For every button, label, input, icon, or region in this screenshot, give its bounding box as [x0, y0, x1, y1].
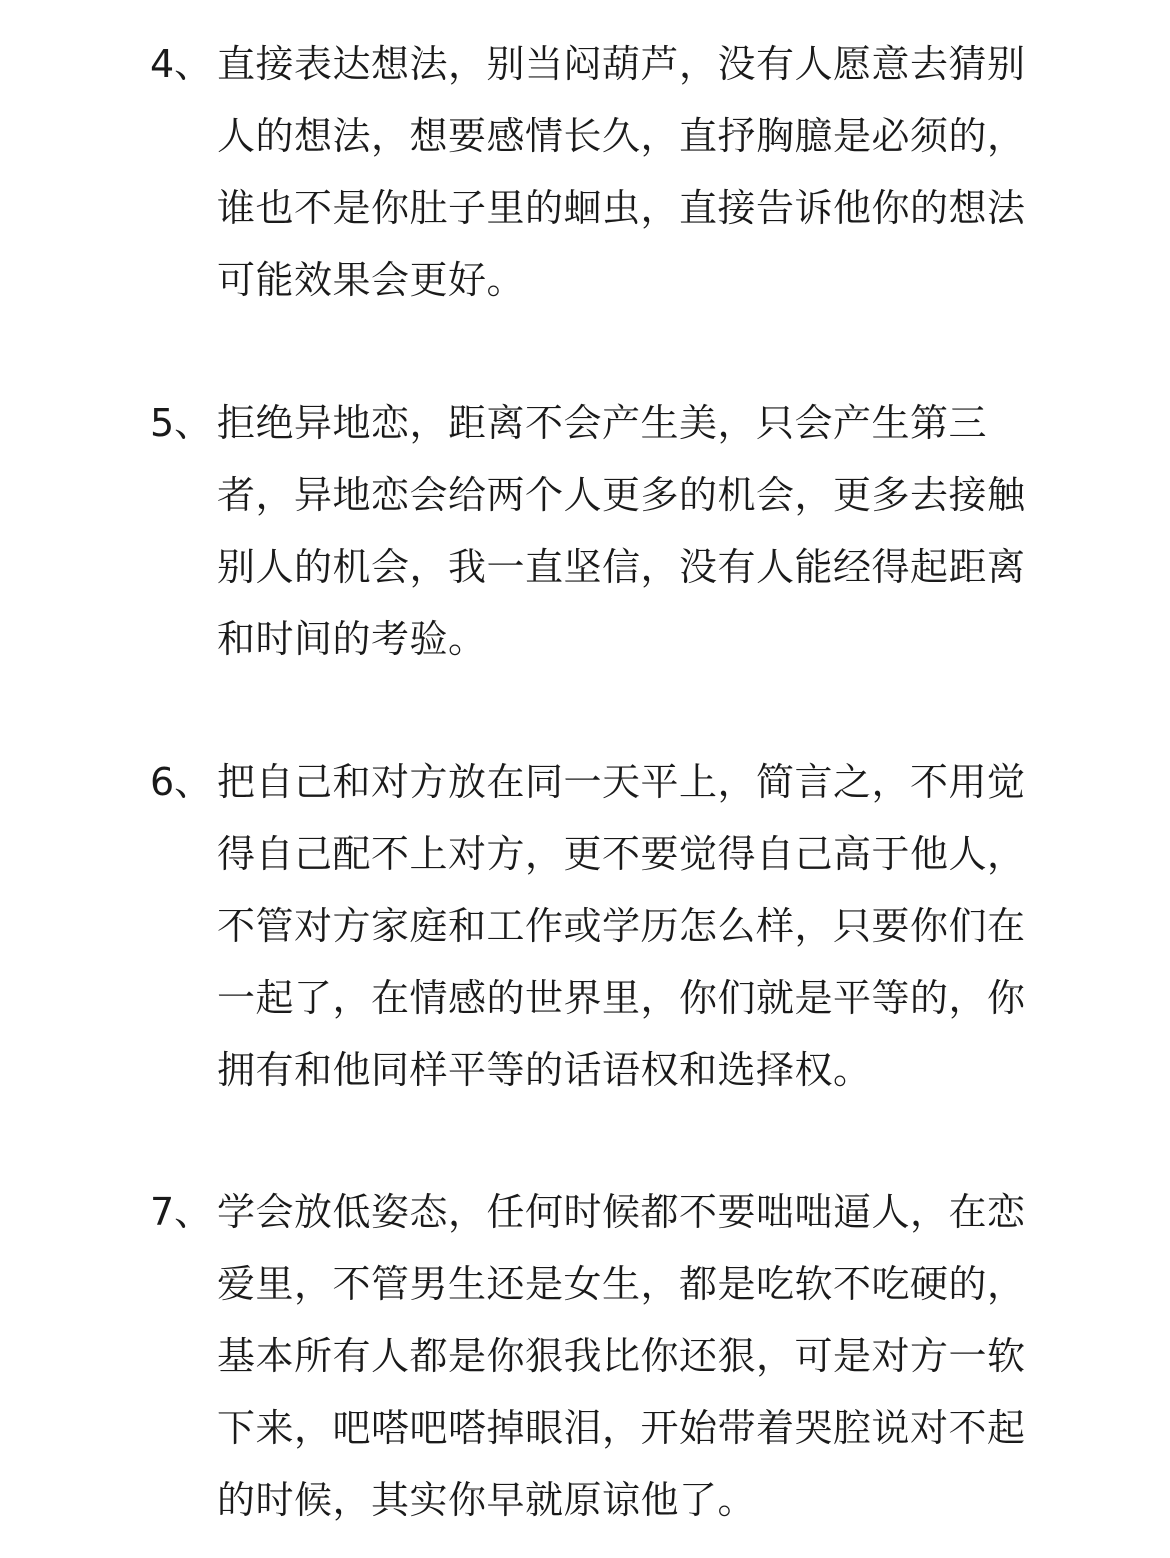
item-text-line: 得自己配不上对方，更不要觉得自己高于他人，: [217, 832, 1026, 876]
item-number: 4、: [150, 42, 213, 86]
item-text-line: 谁也不是你肚子里的蛔虫，直接告诉他你的想法: [217, 186, 1026, 230]
item-text-line: 拒绝异地恋，距离不会产生美，只会产生第三: [217, 401, 988, 445]
item-number: 6、: [150, 760, 213, 804]
item-text-line: 不管对方家庭和工作或学历怎么样，只要你们在: [217, 904, 1026, 948]
item-text-line: 一起了，在情感的世界里，你们就是平等的，你: [217, 976, 1026, 1020]
item-number: 7、: [150, 1190, 213, 1234]
item-text-line: 下来，吧嗒吧嗒掉眼泪，开始带着哭腔说对不起: [217, 1406, 1026, 1450]
item-text-line: 直接表达想法，别当闷葫芦，没有人愿意去猜别: [217, 42, 1026, 86]
item-text-line: 学会放低姿态，任何时候都不要咄咄逼人，在恋: [217, 1190, 1026, 1234]
item-text-line: 和时间的考验。: [217, 617, 487, 661]
item-text-line: 基本所有人都是你狠我比你还狠，可是对方一软: [217, 1334, 1026, 1378]
item-text-line: 爱里，不管男生还是女生，都是吃软不吃硬的，: [217, 1262, 1026, 1306]
item-number: 5、: [150, 401, 213, 445]
item-text-line: 的时候，其实你早就原谅他了。: [217, 1478, 757, 1522]
item-text-line: 者，异地恋会给两个人更多的机会，更多去接触: [217, 473, 1026, 517]
item-text-line: 人的想法，想要感情长久，直抒胸臆是必须的，: [217, 114, 1026, 158]
item-text-line: 把自己和对方放在同一天平上，简言之，不用觉: [217, 760, 1026, 804]
item-text-line: 可能效果会更好。: [217, 258, 526, 302]
item-text-line: 拥有和他同样平等的话语权和选择权。: [217, 1048, 872, 1092]
item-text-line: 别人的机会，我一直坚信，没有人能经得起距离: [217, 545, 1026, 589]
